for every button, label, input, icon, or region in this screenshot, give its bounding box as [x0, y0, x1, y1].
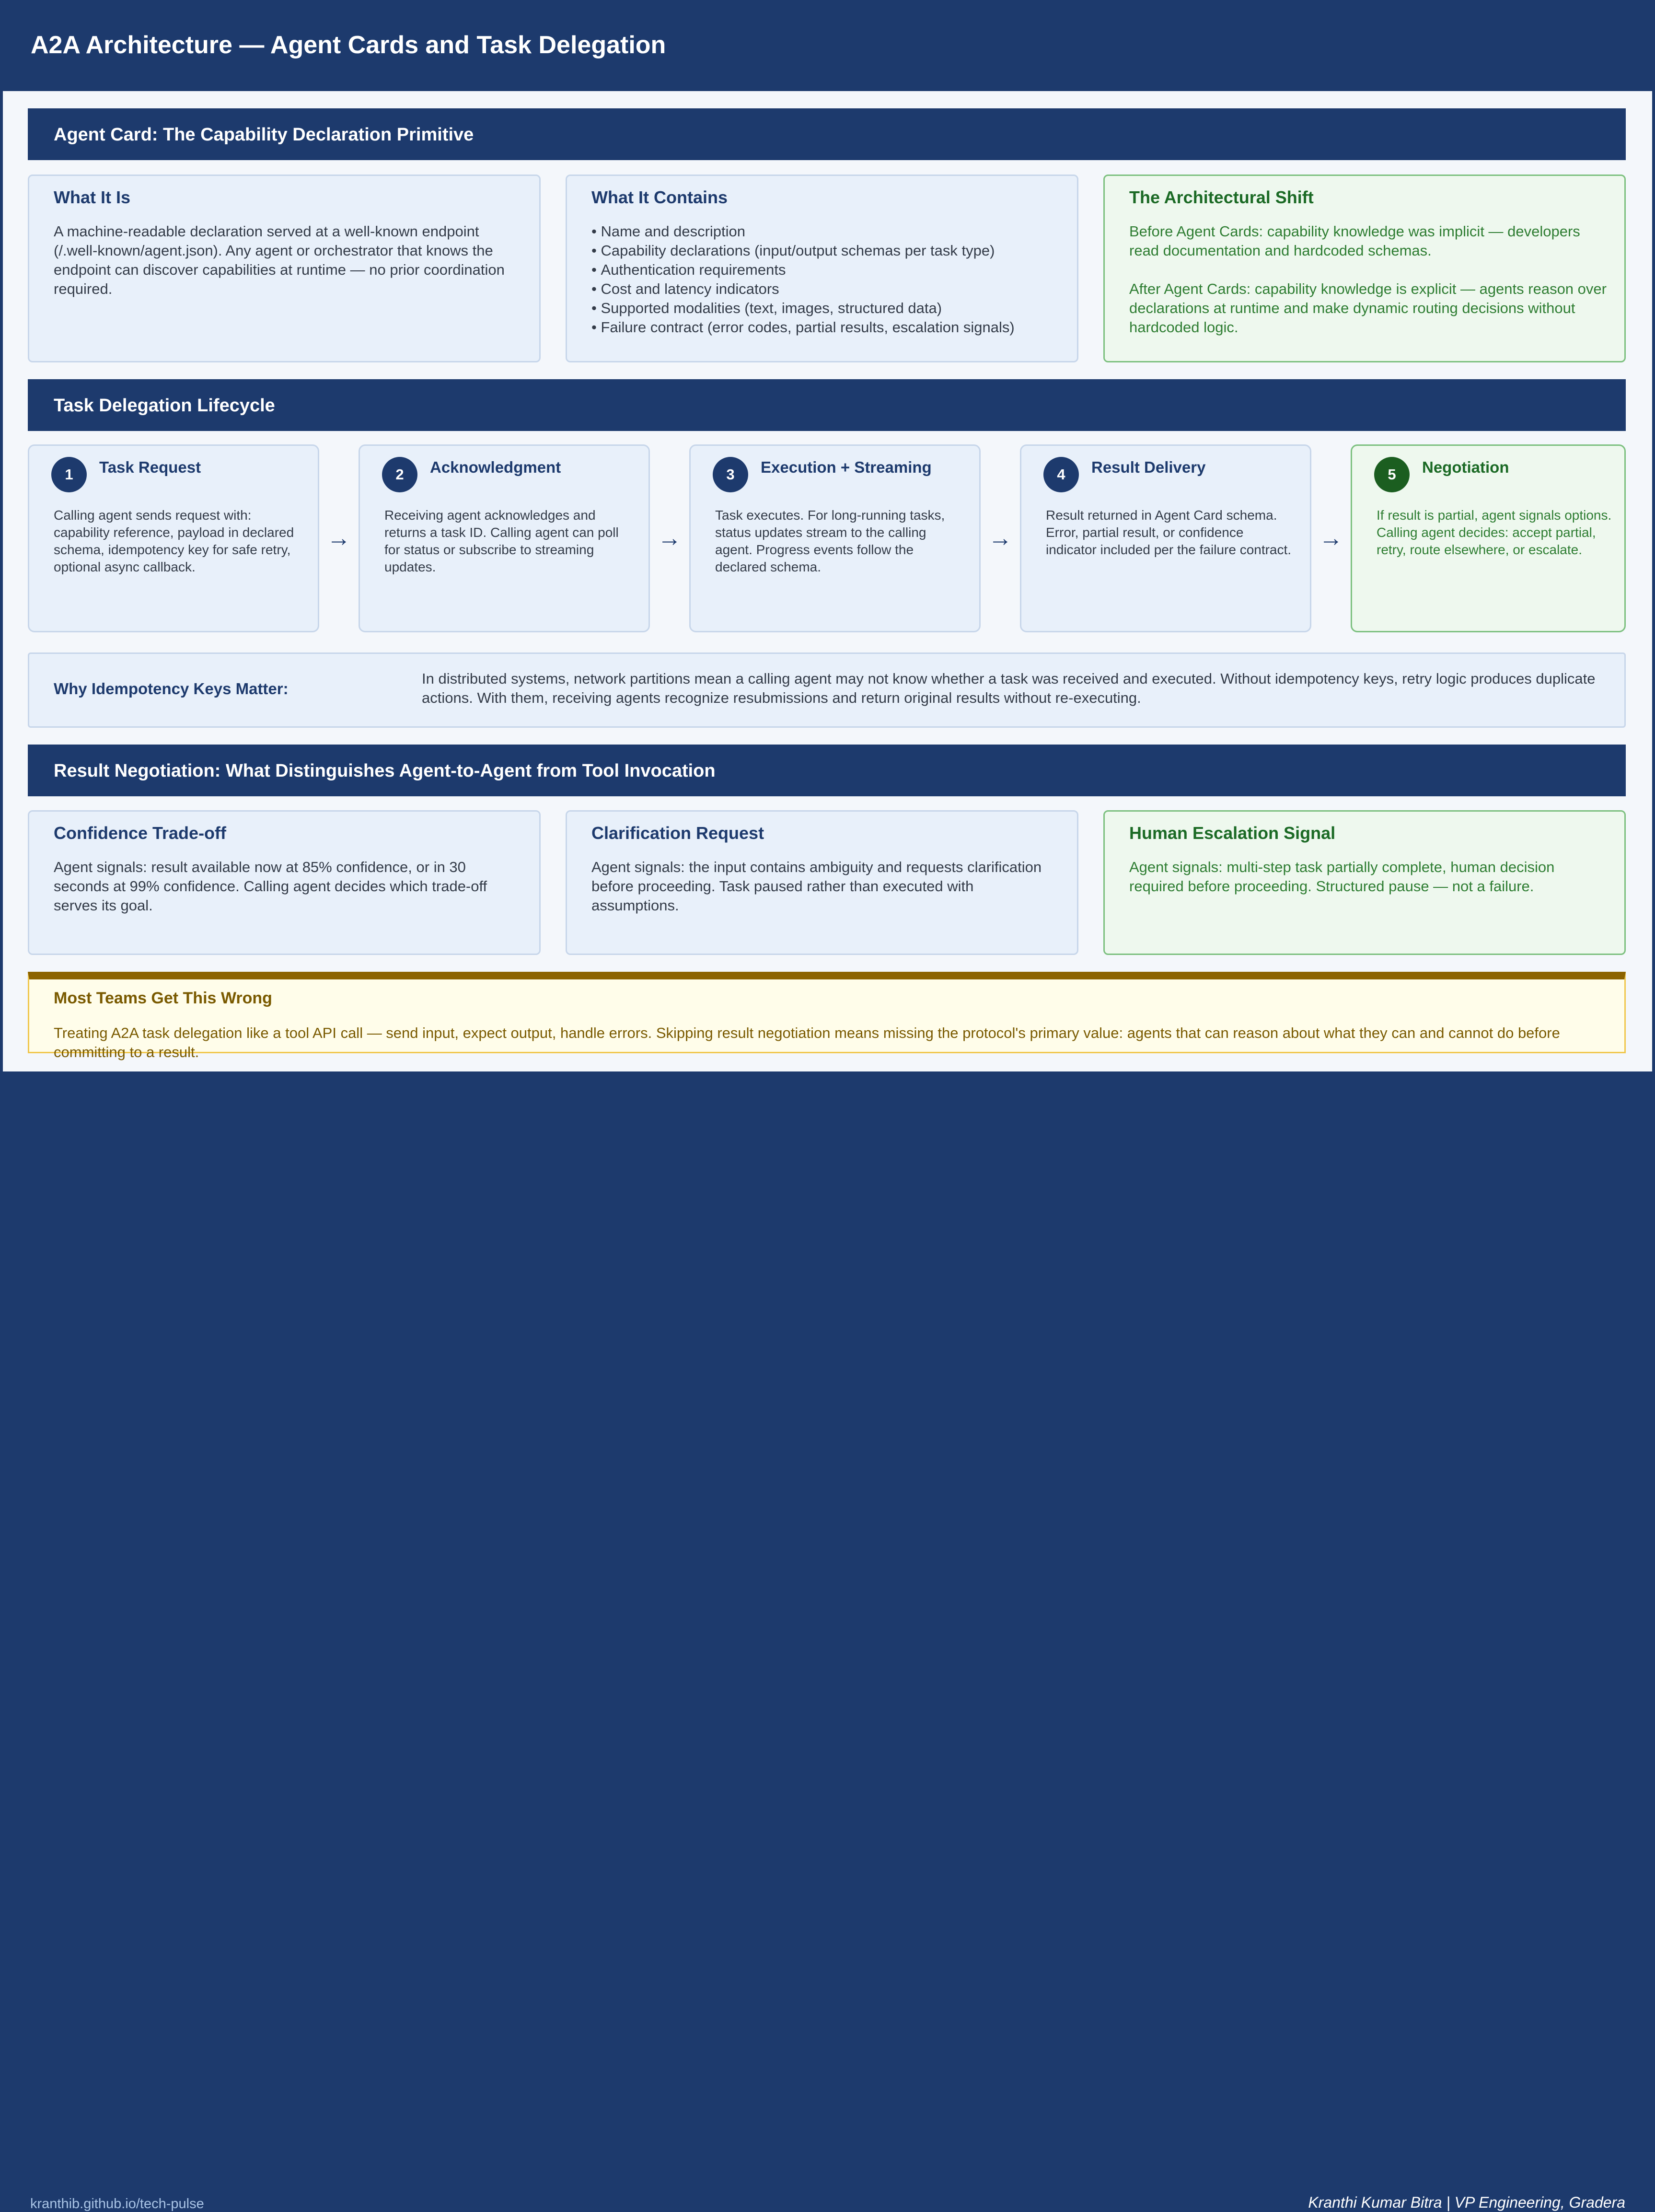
warning-callout	[28, 972, 1626, 1060]
list-item: • Capability declarations (input/output schemas per task type)	[591, 241, 1063, 260]
section-title: Task Delegation Lifecycle	[54, 396, 275, 416]
step-number-badge: 1	[51, 457, 87, 492]
card-body: Agent signals: result available now at 85% confidence, or in 30 seconds at 99% confidence. Calling agent decides which trade-off serves its goal.	[54, 859, 487, 914]
card-body	[591, 222, 1063, 337]
card-what-it-is	[28, 175, 541, 362]
step-number-badge: 2	[382, 457, 417, 492]
section-header-lifecycle	[28, 379, 1626, 431]
card-title: What It Contains	[591, 187, 728, 207]
step-body: If result is partial, agent signals options. Calling agent decides: accept partial, retry, route elsewhere, or escalate.	[1377, 508, 1612, 557]
card-title: Human Escalation Signal	[1129, 823, 1336, 843]
footer-bar	[0, 1071, 1655, 2212]
list-item: • Cost and latency indicators	[591, 279, 1063, 299]
step-title: Result Delivery	[1091, 458, 1206, 476]
before-text: Before Agent Cards: capability knowledge was implicit — developers read documentation and hardcoded schemas.	[1129, 223, 1580, 259]
lifecycle-step-1	[28, 444, 319, 632]
step-title: Task Request	[99, 458, 201, 476]
idempotency-label: Why Idempotency Keys Matter:	[54, 680, 289, 698]
list-item: • Failure contract (error codes, partial results, escalation signals)	[591, 318, 1063, 337]
card-confidence-tradeoff	[28, 810, 541, 955]
step-body: Result returned in Agent Card schema. Error, partial result, or confidence indicator included per the failure contract.	[1046, 508, 1292, 557]
section-header-negotiation	[28, 745, 1626, 796]
step-title: Negotiation	[1422, 458, 1509, 476]
idempotency-note	[28, 652, 1626, 728]
section-title: Result Negotiation: What Distinguishes Agent-to-Agent from Tool Invocation	[54, 761, 716, 781]
lifecycle-step-4	[1020, 444, 1311, 632]
section-header-agent-card	[28, 108, 1626, 160]
list-item: • Authentication requirements	[591, 260, 1063, 279]
card-clarification-request	[566, 810, 1078, 955]
step-body: Receiving agent acknowledges and returns a task ID. Calling agent can poll for status or subscribe to streaming updates.	[384, 508, 619, 574]
step-title: Execution + Streaming	[761, 458, 932, 476]
step-title: Acknowledgment	[430, 458, 561, 476]
card-human-escalation	[1103, 810, 1626, 955]
card-body: A machine-readable declaration served at a well-known endpoint (/.well-known/agent.json). Any agent or orchestrator that knows the endpoint can discover capabilities at runtime — no prior coordination required.	[54, 223, 505, 297]
warning-text: Treating A2A task delegation like a tool API call — send input, expect output, handle errors. Skipping result negotiation means missing the protocol's primary value: agents that can reason about what they can and cannot do before committing to a result.	[54, 1025, 1560, 1060]
lifecycle-step-2	[359, 444, 650, 632]
card-what-it-contains	[566, 175, 1078, 362]
lifecycle-step-5	[1351, 444, 1626, 632]
warning-title: Most Teams Get This Wrong	[54, 989, 272, 1007]
header-bar	[0, 0, 1655, 91]
arrow-right-icon: →	[327, 524, 351, 551]
step-number-badge: 4	[1043, 457, 1079, 492]
arrow-right-icon: →	[988, 524, 1012, 551]
card-architectural-shift	[1103, 175, 1626, 362]
list-item: • Supported modalities (text, images, structured data)	[591, 299, 1063, 318]
card-title: What It Is	[54, 187, 130, 207]
step-number-badge: 3	[713, 457, 748, 492]
idempotency-text: In distributed systems, network partitions mean a calling agent may not know whether a task was received and executed. Without idempotency keys, retry logic produces duplicate actions. With them, receiving agents recognize resubmissions and return original results without re-executing.	[422, 670, 1596, 706]
page-title: A2A Architecture — Agent Cards and Task Delegation	[31, 31, 666, 59]
footer-author: Kranthi Kumar Bitra | VP Engineering, Gradera	[1308, 2194, 1625, 2211]
capability-list	[591, 222, 1063, 337]
card-body: Agent signals: multi-step task partially complete, human decision required before proceeding. Structured pause — not a failure.	[1129, 859, 1555, 895]
card-body: Agent signals: the input contains ambiguity and requests clarification before proceeding. Task paused rather than executed with assumptions.	[591, 859, 1042, 914]
arrow-right-icon: →	[1319, 524, 1343, 551]
step-body: Task executes. For long-running tasks, status updates stream to the calling agent. Progress events follow the declared schema.	[715, 508, 945, 574]
card-title: The Architectural Shift	[1129, 187, 1314, 207]
step-number-badge: 5	[1374, 457, 1410, 492]
lifecycle-step-3	[689, 444, 981, 632]
list-item: • Name and description	[591, 222, 1063, 241]
after-text: After Agent Cards: capability knowledge is explicit — agents reason over declarations at runtime and make dynamic routing decisions without hardcoded logic.	[1129, 280, 1607, 336]
section-title: Agent Card: The Capability Declaration Primitive	[54, 125, 474, 145]
arrow-right-icon: →	[658, 524, 682, 551]
footer-link[interactable]: kranthib.github.io/tech-pulse	[30, 2196, 204, 2212]
card-body	[1129, 222, 1610, 337]
step-body: Calling agent sends request with: capability reference, payload in declared schema, idempotency key for safe retry, optional async callback.	[54, 508, 294, 574]
card-title: Confidence Trade-off	[54, 823, 227, 843]
card-title: Clarification Request	[591, 823, 764, 843]
